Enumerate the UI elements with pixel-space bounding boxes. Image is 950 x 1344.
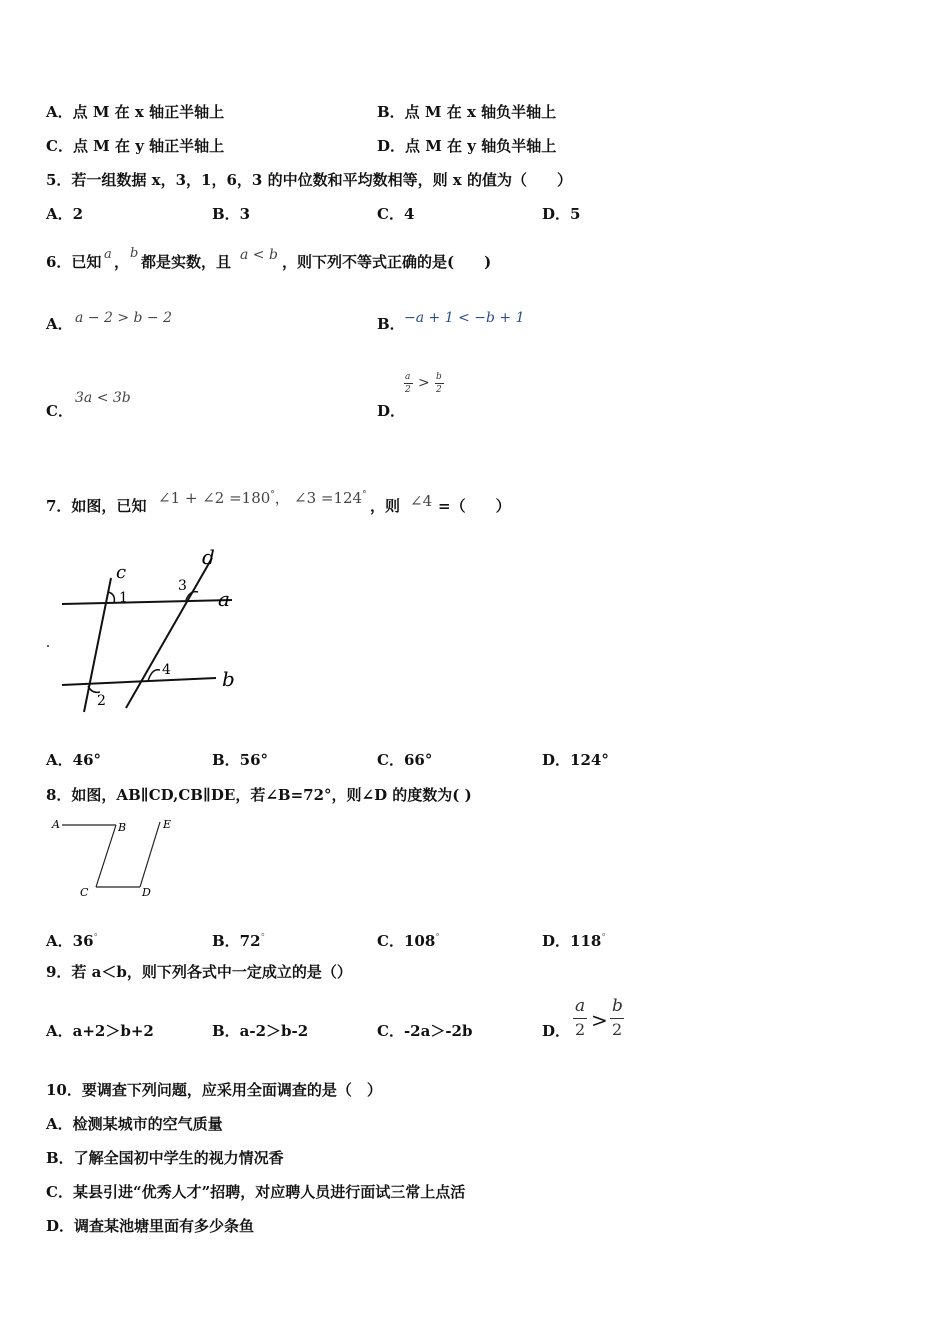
q6-stem-3: ，则下列不等式正确的是( ) [282, 253, 492, 271]
q9-option-c: C．-2a＞-2b [377, 1022, 473, 1040]
q6-stem-2: 都是实数，且 [141, 253, 232, 271]
q7-stem-2: ，则 [370, 497, 401, 515]
q8-option-c-text: C．108 [377, 932, 436, 950]
q7-figure [40, 542, 250, 722]
q7-stem-1: 7．如图，已知 [46, 497, 147, 515]
q9-option-d-label: D． [542, 1022, 571, 1040]
q8-option-b [212, 929, 265, 950]
q4-option-b: B．点 M 在 x 轴负半轴上 [377, 103, 557, 121]
q7-stray-dot [47, 645, 49, 647]
q8-segment-de [140, 822, 160, 887]
q8-option-d [542, 929, 606, 950]
q6-d-num-b: b [436, 372, 442, 382]
q7-degree-mark: ° [270, 490, 275, 500]
q6-option-d-label: D． [377, 402, 406, 420]
q7-angle-4-arc [148, 670, 160, 681]
q8-degree-c: ° [435, 933, 440, 943]
q8-degree-d: ° [601, 933, 606, 943]
q9-option-b: B．a-2＞b-2 [212, 1022, 309, 1040]
q4-option-d: D．点 M 在 y 轴负半轴上 [377, 137, 557, 155]
q4-option-c: C．点 M 在 y 轴正半轴上 [46, 137, 225, 155]
q9-option-a: A．a+2＞b+2 [46, 1022, 154, 1040]
q6-d-den-a: 2 [405, 385, 411, 395]
q5-option-c: C．4 [377, 205, 415, 223]
q7-label-2: 2 [97, 693, 106, 709]
q8-figure [46, 816, 186, 900]
q8-label-e: E [163, 818, 172, 831]
q7-label-1: 1 [119, 590, 128, 606]
q6-stem-1: 6．已知 [46, 253, 102, 271]
q8-stem: 8．如图，AB∥CD,CB∥DE，若∠B=72°，则∠D 的度数为( ) [46, 786, 472, 804]
q6-option-c-expr: 3a < 3b [75, 390, 131, 406]
q8-label-c: C [80, 886, 89, 899]
q8-label-d: D [142, 886, 151, 899]
q7-degree-mark-2: ° [362, 490, 367, 500]
q7-line-d [126, 558, 212, 708]
q4-option-a: A．点 M 在 x 轴正半轴上 [46, 103, 225, 121]
q6-d-num-a: a [405, 372, 411, 382]
q7-label-4: 4 [162, 662, 171, 678]
q7-option-c: C．66° [377, 751, 433, 769]
q9-d-gt: > [591, 1008, 608, 1032]
q7-expr-2 [294, 486, 367, 507]
q5-option-a: A．2 [46, 205, 84, 223]
q8-label-a: A [52, 818, 60, 831]
q8-option-b-text: B．72 [212, 932, 261, 950]
q7-line-a [62, 600, 232, 604]
q6-option-d-fraction [403, 372, 453, 402]
q8-option-d-text: D．118 [542, 932, 602, 950]
q10-stem: 10．要调查下列问题，应采用全面调查的是（ ） [46, 1081, 382, 1099]
q7-label-d: d [202, 545, 215, 569]
q7-label-3: 3 [178, 578, 187, 594]
q6-condition: a < b [240, 247, 278, 263]
q7-label-a: a [218, 587, 230, 611]
q10-option-d: D．调查某池塘里面有多少条鱼 [46, 1217, 255, 1235]
q9-option-d-fraction [572, 996, 632, 1042]
q9-d-den-b: 2 [612, 1020, 623, 1039]
q6-option-b-expr: −a + 1 < −b + 1 [404, 310, 525, 326]
q7-stem-3: =（ ） [438, 497, 511, 515]
q8-degree-a: ° [93, 933, 99, 943]
q10-option-a: A．检测某城市的空气质量 [46, 1115, 223, 1133]
q5-stem: 5．若一组数据 x，3，1，6，3 的中位数和平均数相等，则 x 的值为（ ） [46, 171, 572, 189]
q8-label-b: B [118, 821, 127, 834]
q6-option-a-label: A． [46, 315, 73, 333]
q9-stem: 9．若 a＜b，则下列各式中一定成立的是（） [46, 963, 352, 981]
q7-angle-1-arc [108, 592, 114, 603]
q5-option-b: B．3 [212, 205, 251, 223]
q7-label-c: c [116, 562, 127, 583]
q8-option-c [377, 929, 440, 950]
q6-var-b: b [130, 246, 139, 261]
q6-option-b-label: B． [377, 315, 405, 333]
q8-degree-b: ° [260, 933, 266, 943]
q7-option-d: D．124° [542, 751, 609, 769]
q7-option-b: B．56° [212, 751, 269, 769]
q7-expr-1-text: ∠1 + ∠2 =180 [158, 489, 271, 507]
q7-separator: ， [274, 489, 290, 507]
q8-segment-bc [96, 825, 116, 887]
q6-option-a-expr: a − 2 > b − 2 [75, 310, 173, 326]
q7-option-a: A．46° [46, 751, 102, 769]
q9-d-num-b: b [612, 996, 623, 1016]
q10-option-c: C．某县引进“优秀人才”招聘，对应聘人员进行面试三常上点活 [46, 1183, 466, 1201]
q5-option-d: D．5 [542, 205, 581, 223]
q7-label-b: b [222, 667, 235, 691]
q9-d-num-a: a [575, 996, 586, 1016]
q6-option-c-label: C． [46, 402, 73, 420]
q6-d-gt: > [418, 375, 430, 391]
q10-option-b: B．了解全国初中学生的视力情况香 [46, 1149, 284, 1167]
q7-expr-3: ∠4 [410, 492, 433, 510]
q6-var-a: a [104, 247, 112, 262]
q7-expr-2-text: ∠3 =124 [294, 489, 363, 507]
q6-d-den-b: 2 [436, 385, 442, 395]
q8-option-a-text: A．36 [46, 932, 94, 950]
q8-option-a [46, 929, 98, 950]
q6-comma: ， [114, 253, 130, 271]
q9-d-den-a: 2 [575, 1020, 586, 1039]
q7-expr-1 [158, 486, 290, 507]
